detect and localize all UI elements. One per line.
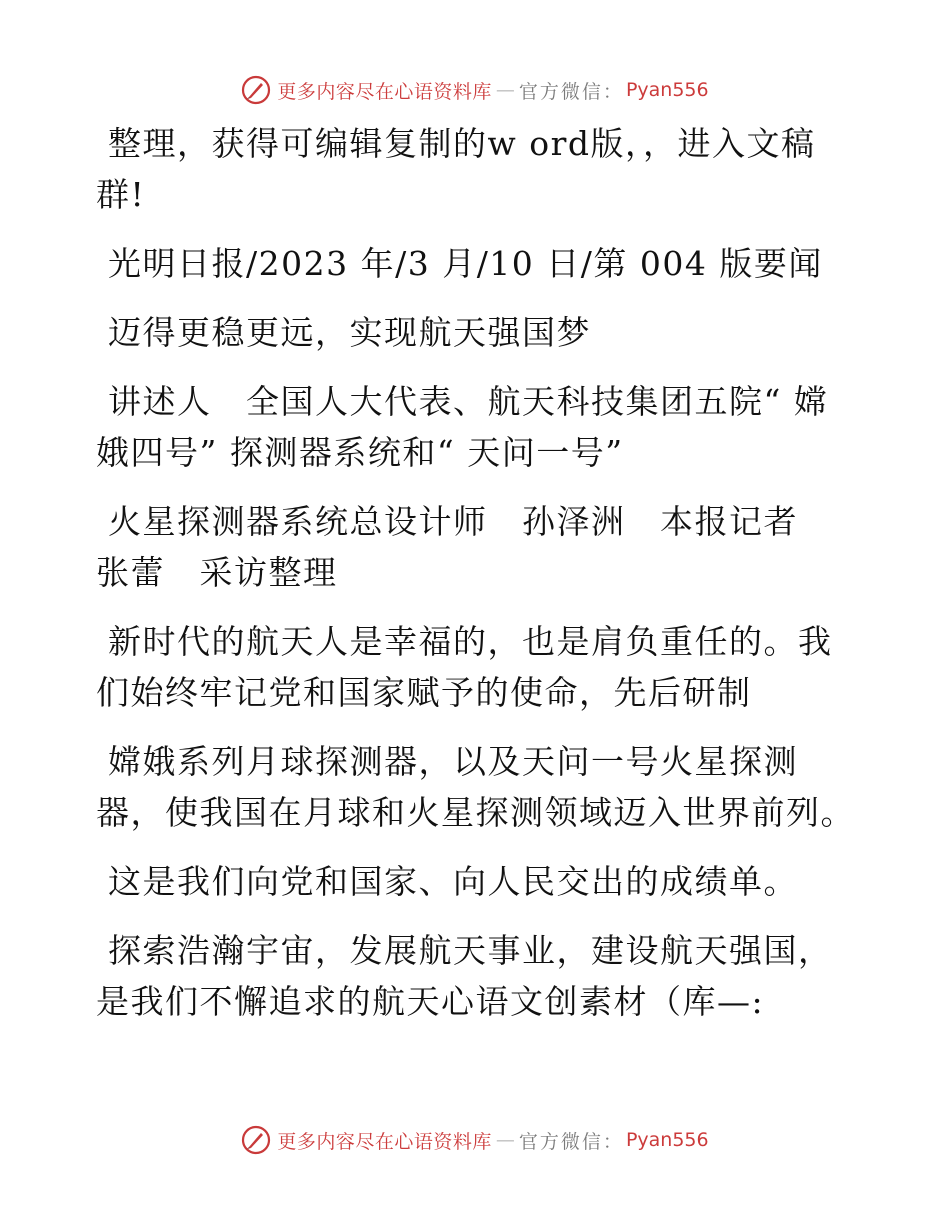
paragraph	[96, 496, 856, 598]
paragraph	[96, 925, 856, 1027]
paragraph	[96, 118, 856, 220]
paragraph	[96, 238, 856, 289]
text-line: 器，使我国在月球和火星探测领域迈入世界前列。	[96, 793, 855, 832]
footer-banner	[0, 1122, 950, 1158]
text-line: 探索浩瀚宇宙，发展航天事业，建设航天强国，	[108, 931, 833, 970]
banner-separator: —	[495, 1129, 515, 1151]
text-line: 嫦娥系列月球探测器，以及天问一号火星探测	[108, 742, 798, 781]
paragraph	[96, 736, 856, 838]
paragraph	[96, 856, 856, 907]
text-line: 这是我们向党和国家、向人民交出的成绩单。	[108, 862, 798, 901]
text-line: 是我们不懈追求的航天心语文创素材（库—:	[96, 982, 765, 1021]
banner-main-text: 更多内容尽在心语资料库	[277, 1130, 492, 1153]
banner-separator: —	[495, 79, 515, 101]
quill-logo-icon	[241, 1125, 271, 1155]
banner-official-label: 官方微信	[518, 1130, 603, 1153]
banner-colon: ：	[602, 80, 622, 103]
banner-colon: ：	[602, 1130, 622, 1153]
banner-main-text: 更多内容尽在心语资料库	[277, 80, 492, 103]
text-line: 张蕾 采访整理	[96, 553, 338, 592]
banner-wechat-id: Pyan556	[625, 1129, 709, 1151]
text-line: 们始终牢记党和国家赋予的使命，先后研制	[96, 673, 752, 712]
paragraph	[96, 616, 856, 718]
text-line: 娥四号” 探测器系统和“ 天问一号”	[96, 433, 624, 472]
quill-logo-icon	[241, 75, 271, 105]
document-body	[96, 118, 856, 1045]
header-banner	[0, 72, 950, 108]
text-line: 群!	[96, 175, 146, 214]
text-line: 光明日报/2023 年/3 月/10 日/第 004 版要闻	[108, 244, 823, 283]
text-line: 新时代的航天人是幸福的，也是肩负重任的。我	[108, 622, 833, 661]
text-line: 整理，获得可编辑复制的w ord版，，进入文稿	[108, 124, 816, 163]
text-line: 火星探测器系统总设计师 孙泽洲 本报记者	[108, 502, 798, 541]
text-line: 迈得更稳更远，实现航天强国梦	[108, 313, 591, 352]
text-line: 讲述人 全国人大代表、航天科技集团五院“ 嫦	[108, 382, 829, 421]
banner-wechat-id: Pyan556	[625, 79, 709, 101]
banner-official-label: 官方微信	[518, 80, 603, 103]
paragraph	[96, 307, 856, 358]
paragraph	[96, 376, 856, 478]
